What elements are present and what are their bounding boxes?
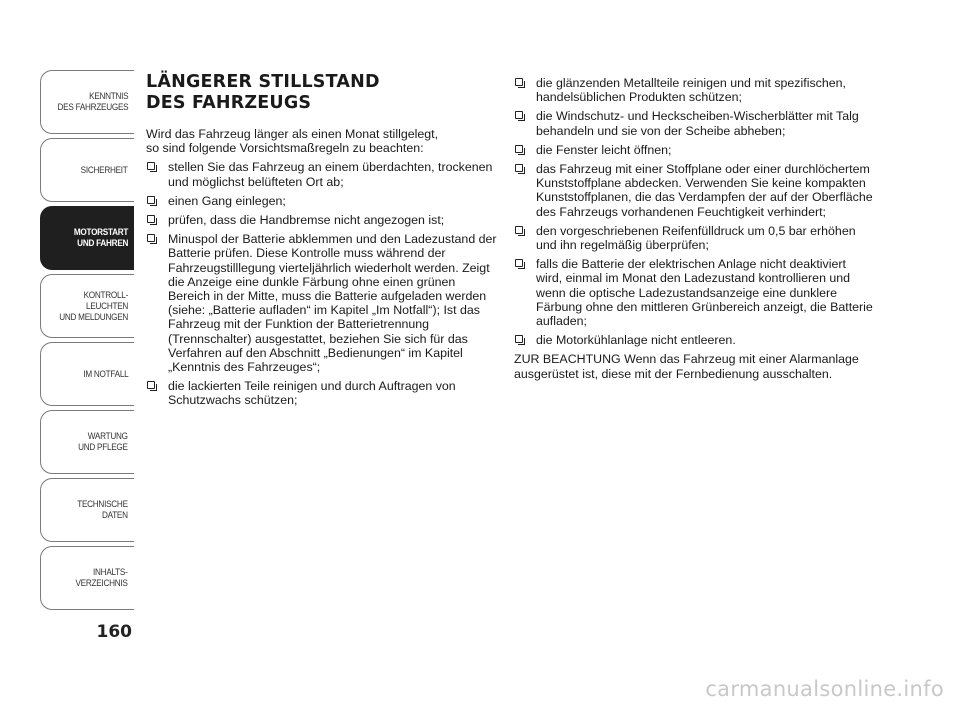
tab-technische-daten[interactable]	[40, 478, 134, 542]
list-item	[514, 257, 874, 328]
list-item-text: stellen Sie das Fahrzeug an einem überdachten, trockenen und möglichst belüfteten Ort ab;	[168, 160, 493, 189]
tab-kontrollleuchten-und-meldungen[interactable]	[40, 274, 134, 338]
tab-im-notfall[interactable]	[40, 342, 134, 406]
list-item	[514, 224, 874, 252]
list-item	[514, 143, 874, 157]
list-item-text: falls die Batterie der elektrischen Anlage nicht deaktiviert wird, einmal im Monat den Ladezustand kontrollieren und wenn die optische Ladezustandsanzeige eine dunklere Färbung ohne den mittleren Grünbereich anzeigt, die Batterie aufladen;	[536, 257, 873, 329]
checkbox-bullet-icon	[515, 335, 523, 343]
checkbox-bullet-icon	[147, 196, 155, 204]
tab-wartung-und-pflege[interactable]	[40, 410, 134, 474]
checkbox-bullet-icon	[515, 259, 523, 267]
list-item-text: die lackierten Teile reinigen und durch Auftragen von Schutzwachs schützen;	[168, 379, 456, 408]
left-bullet-list	[146, 160, 498, 407]
watermark: carmanualsonline.info	[705, 677, 944, 701]
list-item	[514, 162, 874, 219]
tab-label: INHALTS- VERZEICHNIS	[75, 567, 128, 589]
checkbox-bullet-icon	[147, 215, 155, 223]
list-item	[146, 232, 498, 374]
tab-label: SICHERHEIT	[81, 164, 128, 176]
list-item	[514, 109, 874, 137]
tab-label: TECHNISCHE DATEN	[77, 499, 128, 521]
checkbox-bullet-icon	[515, 164, 523, 172]
list-item	[514, 333, 874, 347]
list-item-text: die Fenster leicht öffnen;	[536, 142, 672, 157]
list-item-text: den vorgeschriebenen Reifenfülldruck um 0,5 bar erhöhen und ihn regelmäßig überprüfen;	[536, 223, 856, 253]
right-bullet-list	[514, 76, 874, 347]
section-title: LÄNGERER STILLSTAND DES FAHRZEUGS	[146, 72, 380, 113]
list-item-text: die glänzenden Metallteile reinigen und mit spezifischen, handelsüblichen Produkten schützen;	[536, 76, 846, 105]
checkbox-bullet-icon	[515, 226, 523, 234]
checkbox-bullet-icon	[515, 145, 523, 153]
tab-motorstart-und-fahren[interactable]	[40, 206, 134, 270]
checkbox-bullet-icon	[147, 381, 155, 389]
list-item	[146, 160, 498, 188]
list-item-text: die Motorkühlanlage nicht entleeren.	[536, 333, 736, 348]
tab-label: KONTROLL- LEUCHTEN UND MELDUNGEN	[59, 289, 128, 323]
warning-note: ZUR BEACHTUNG Wenn das Fahrzeug mit einer Alarmanlage ausgerüstet ist, diese mit der Fernbedienung ausschalten.	[514, 352, 859, 381]
left-column	[146, 72, 498, 413]
checkbox-bullet-icon	[147, 162, 155, 170]
list-item	[146, 194, 498, 208]
list-item-text: prüfen, dass die Handbremse nicht angezogen ist;	[168, 213, 445, 228]
checkbox-bullet-icon	[147, 234, 155, 242]
tab-kenntnis-des-fahrzeuges[interactable]	[40, 70, 134, 134]
list-item	[514, 76, 874, 104]
list-item-text: Minuspol der Batterie abklemmen und den Ladezustand der Batterie prüfen. Diese Kontrolle muss während der Fahrzeugstilllegung vierteljährlich wiederholt werden. Zeigt die Anzeige eine dunkle Färbung ohne einen grünen Bereich in der Mitte, muss die Batterie aufgeladen werden (siehe: „Batterie aufladen“ im Kapitel „Im Notfall“); Ist das Fahrzeug mit der Funktion der Batterietrennung (Trennschalter) ausgestattet, beziehen Sie sich für das Verfahren auf den Abschnitt „Bedienungen“ im Kapitel „Kenntnis des Fahrzeuges“;	[168, 232, 497, 375]
list-item-text: einen Gang einlegen;	[168, 193, 286, 208]
tab-label: MOTORSTART UND FAHREN	[73, 227, 128, 249]
tab-label: KENNTNIS DES FAHRZEUGES	[57, 91, 128, 113]
right-column	[514, 76, 874, 393]
list-item-text: die Windschutz- und Heckscheiben-Wischerblätter mit Talg behandeln und sie von der Scheibe abheben;	[536, 109, 859, 138]
list-item-text: das Fahrzeug mit einer Stoffplane oder einer durchlöchertem Kunststoffplane abdecken. Verwenden Sie keine kompakten Kunststoffplanen, die das Verdampfen der auf der Oberfläche des Fahrzeugs vorhandenen Feuchtigkeit verhindert;	[536, 162, 873, 219]
tab-label: WARTUNG UND PFLEGE	[78, 431, 128, 453]
intro-text: Wird das Fahrzeug länger als einen Monat stillgelegt, so sind folgende Vorsichtsmaßregeln zu beachten:	[146, 127, 439, 156]
checkbox-bullet-icon	[515, 111, 523, 119]
page-number: 160	[96, 622, 132, 642]
list-item	[146, 213, 498, 227]
chapter-tabs	[40, 70, 134, 614]
tab-inhaltsverzeichnis[interactable]	[40, 546, 134, 610]
checkbox-bullet-icon	[515, 78, 523, 86]
list-item	[146, 379, 498, 407]
tab-label: IM NOTFALL	[82, 368, 128, 380]
tab-sicherheit[interactable]	[40, 138, 134, 202]
